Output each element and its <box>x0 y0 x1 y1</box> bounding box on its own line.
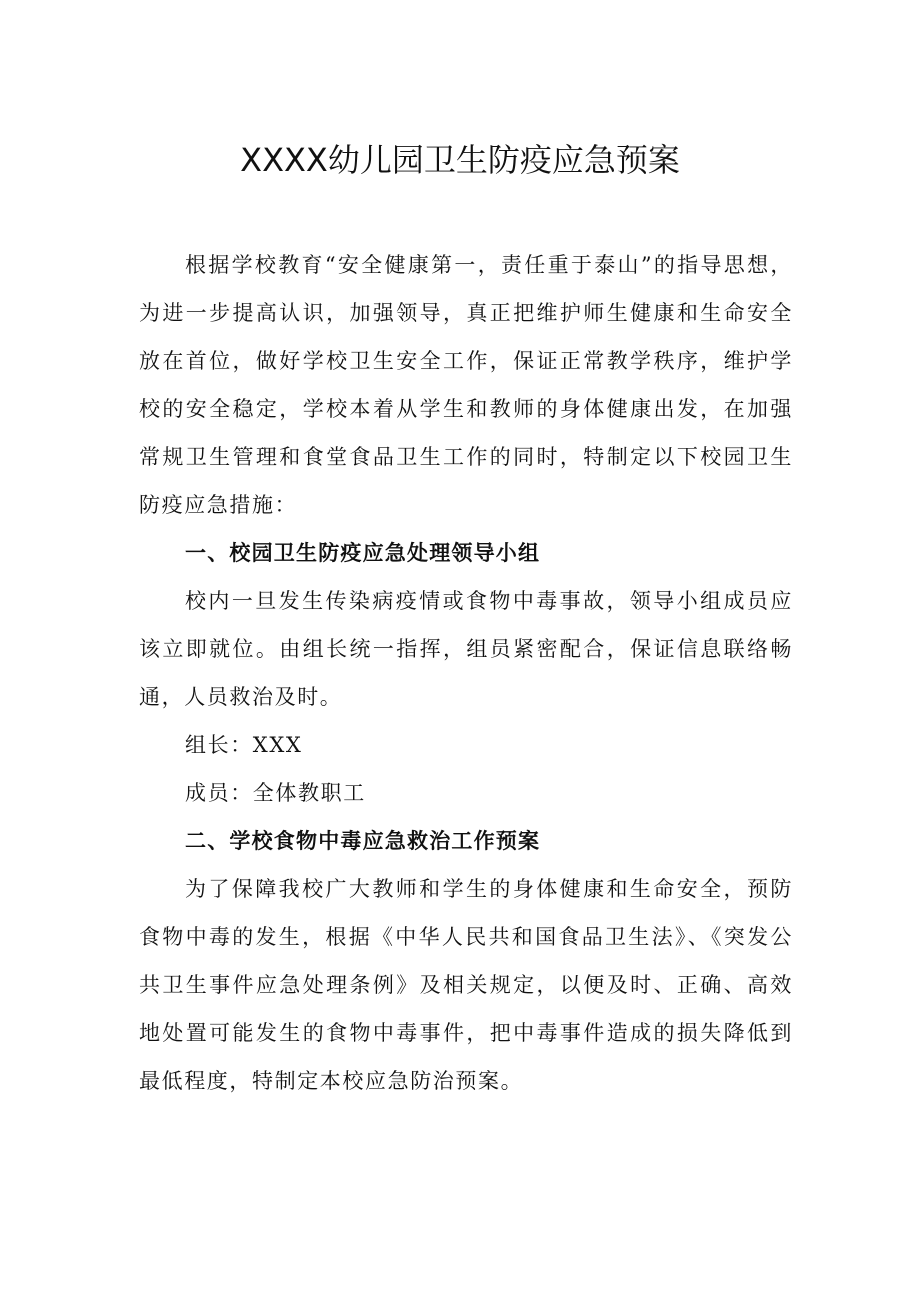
leader-line: 组长：XXX <box>185 733 303 757</box>
intro-paragraph: 根据学校教育“安全健康第一，责任重于泰山”的指导思想，为进一步提高认识，加强领导，真正把维护师生健康和生命安全放在首位，做好学校卫生安全工作，保证正常教学秩序，维护学校的安全稳定，学校本着从学生和教师的身体健康出发，在加强常规卫生管理和食堂食品卫生工作的同时，特制定以下校园卫生防疫应急措施： <box>139 253 793 517</box>
section-1-heading: 一、校园卫生防疫应急处理领导小组 <box>185 541 541 565</box>
document-title: XXXX幼儿园卫生防疫应急预案 <box>240 141 680 179</box>
document-body <box>139 241 793 1105</box>
section-2-heading: 二、学校食物中毒应急救治工作预案 <box>185 829 541 853</box>
section-2-paragraph: 为了保障我校广大教师和学生的身体健康和生命安全，预防食物中毒的发生，根据《中华人民共和国食品卫生法》、《突发公共卫生事件应急处理条例》及相关规定，以便及时、正确、高效地处置可能发生的食物中毒事件，把中毒事件造成的损失降低到最低程度，特制定本校应急防治预案。 <box>139 877 793 1093</box>
section-1-paragraph: 校内一旦发生传染病疫情或食物中毒事故，领导小组成员应该立即就位。由组长统一指挥，组员紧密配合，保证信息联络畅通，人员救治及时。 <box>139 589 793 709</box>
members-line: 成员：全体教职工 <box>185 781 366 805</box>
